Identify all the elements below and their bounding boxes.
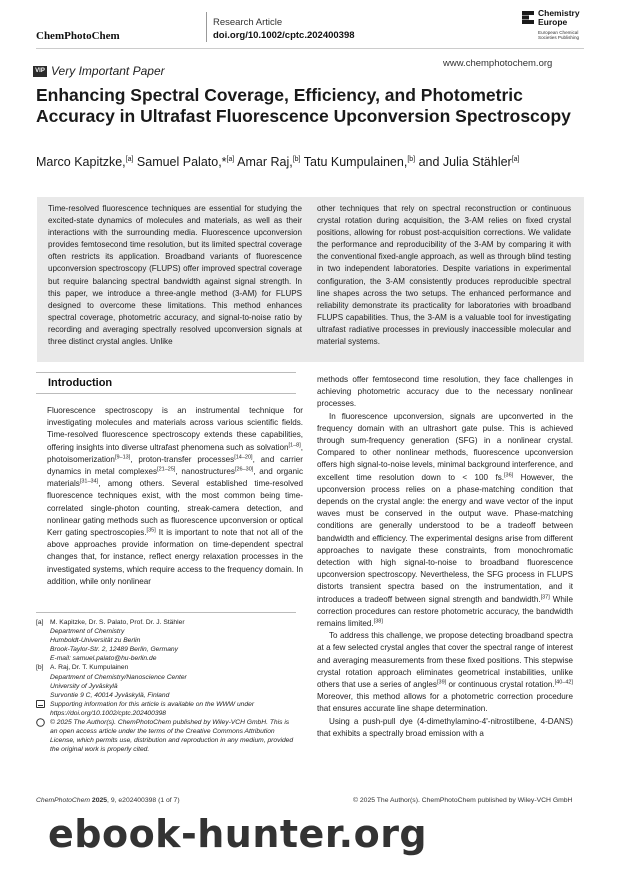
doi-link[interactable]: doi.org/10.1002/cptc.202400398	[213, 30, 355, 41]
intro-paragraph-1: Fluorescence spectroscopy is an instrumental technique for investigating molecules and materials across various scientific fields. Time-resolved fluorescence spectroscopy extends these capabilities, offering insights into diverse ultrafast phenomena such as solvation[1–8], photoisomerization[9–13], proton-transfer processes[14–20], and carrier dynamics in metal complexes[21–25], nanostructures[26–30], and organic materials[31–34], among others. Several established time-resolved fluorescence techniques exist, with the most common being time-correlated single-photon counting, streak-camera detection, and nonlinear gating methods such as fluorescence upconversion or optical Kerr gating spectroscopies.[35] It is important to note that not all of the above approaches provide information on time-dependent spectral changes that, for instance, reflect energy relaxation processes in the investigated systems, which require access to the frequency domain. In addition, while only nonlinear	[47, 406, 303, 586]
intro-column-2	[317, 374, 573, 740]
citation[interactable]: [38]	[373, 618, 383, 625]
affiliation-b: [b] A. Raj, Dr. T. Kumpulainen Department of Chemistry/Nanoscience Center University of Jyväskylä Survontie 9 C, 40014 Jyväskylä, Finland	[36, 664, 187, 699]
citation[interactable]: [21–25]	[157, 466, 176, 473]
author-affiliation: [a]	[125, 155, 134, 163]
citation[interactable]: [26–30]	[234, 466, 254, 473]
citation[interactable]: [31–34]	[79, 478, 99, 485]
author-name[interactable]: Tatu Kumpulainen,	[303, 155, 408, 169]
citation[interactable]: [36]	[504, 471, 514, 478]
page-footer-copyright: © 2025 The Author(s). ChemPhotoChem published by Wiley-VCH GmbH	[353, 797, 573, 804]
intro-paragraph-continued: methods offer femtosecond time resolution, they face challenges in achieving photometric accuracy due to the necessary nonlinear processes.	[317, 375, 573, 409]
vip-badge: VIP	[33, 66, 47, 77]
journal-name: ChemPhotoChem	[36, 30, 120, 42]
watermark: ebook-hunter.org	[48, 812, 428, 856]
header-rule	[36, 48, 584, 49]
intro-paragraph-4: Using a push-pull dye (4-dimethylamino-4'-nitrostilbene, 4-DANS) that exhibits a spectrally broad emission with a	[317, 716, 573, 738]
license-note: © 2025 The Author(s). ChemPhotoChem published by Wiley-VCH GmbH. This is an open access article under the terms of the Creative Commons Attribution License, which permits use, distribution and reproduction in any medium, provided the original work is properly cited.	[36, 718, 298, 754]
author-affiliation: [b]	[292, 155, 301, 163]
author-name[interactable]: Marco Kapitzke,	[36, 155, 126, 169]
affiliation-a: [a] M. Kapitzke, Dr. S. Palato, Prof. Dr. J. Stähler Department of Chemistry Humboldt-Universität zu Berlin Brook-Taylor-Str. 2, 12489 Berlin, Germany E-mail: samuel.palato@hu-berlin.de	[36, 618, 298, 663]
journal-website-link[interactable]: www.chemphotochem.org	[443, 58, 553, 69]
abstract-left-column: Time-resolved fluorescence techniques are essential for studying the excited-state dynamics of molecules and materials, as well as their interactions with the surrounding media. Fluorescence upconversion provides femtosecond time resolution, but its limited spectral coverage often restricts its application. Broadband variants of fluorescence upconversion spectroscopy (FLUPS) offer improved spectral coverage but require balancing spectral bandwidth against signal strength. In this paper, we introduce a three-angle method (3-AM) for FLUPS designed to overcome these limitations. This method enhances spectral coverage, photometric accuracy, and signal-to-noise ratio by recording and averaging spectrally resolved upconversion signals at three distinct crystal angles. Unlike	[48, 204, 302, 347]
intro-paragraph-2: In fluorescence upconversion, signals are upconverted in the frequency domain with an ultrashort gate pulse. This is achieved through sum-frequency generation (SFG) in a nonlinear crystal. Compared to other nonlinear methods, fluorescence upconversion offers high signal-to-noise levels, minimal background interference, and excellent time resolution down to < 100 fs.[36] However, the upconversion process relies on a phase-matching condition that depends on the crystal angle: the energy and wave vector of the input waves must be conserved in the output wave. Phase-matching conditions are generally understood to be a tradeoff between bandwidth and efficiency. The experimental designs arise from different approaches to navigate these constraints, from monochromatic detection with high signal-to-noise to broadband fluorescence upconversion spectroscopy. Nevertheless, the SFG process in FLUPS distorts transient spectra based on the instrumentation, and it introduces a tradeoff between signal strength and bandwidth.[37] While correction procedures can restore photometric accuracy, the bandwidth remains limited.[38]	[317, 411, 573, 629]
intro-column-1	[47, 405, 303, 588]
chemistry-europe-logo	[522, 9, 592, 49]
computer-icon	[36, 700, 45, 708]
author-name[interactable]: Samuel Palato,*	[136, 155, 227, 169]
citation[interactable]: [40–42]	[554, 679, 573, 686]
article-title: Enhancing Spectral Coverage, Efficiency, and Photometric Accuracy in Ultrafast Fluorescence Upconversion Spectroscopy	[36, 85, 571, 126]
corresponding-email[interactable]: E-mail: samuel.palato@hu-berlin.de	[50, 655, 157, 663]
introduction-heading: Introduction	[48, 377, 113, 389]
supporting-info-note: Supporting information for this article is available on the WWW under https://doi.org/10.1002/cptc.202400398	[36, 700, 298, 718]
citation[interactable]: [37]	[540, 593, 550, 600]
header-divider	[206, 12, 207, 42]
publisher-subtitle: European Chemical Societies Publishing	[538, 30, 580, 41]
citation[interactable]: [39]	[436, 679, 447, 686]
author-name[interactable]: Amar Raj,	[237, 155, 293, 169]
article-type: Research Article	[213, 17, 283, 28]
affiliation-label: [b]	[36, 664, 44, 672]
chemistry-europe-mark-icon	[522, 11, 534, 24]
citation[interactable]: [14–20]	[234, 454, 253, 461]
author-list	[36, 155, 596, 169]
author-affiliation: [b]	[407, 155, 416, 163]
vip-label: Very Important Paper	[51, 64, 165, 78]
affiliation-label: [a]	[36, 619, 44, 626]
introduction-heading-box	[36, 372, 296, 394]
publisher-name: Chemistry Europe	[538, 8, 580, 27]
open-access-icon	[36, 718, 45, 727]
author-name[interactable]: and Julia Stähler	[418, 155, 512, 169]
intro-paragraph-3: To address this challenge, we propose detecting broadband spectra at a few selected crystal angles that cover the spectral range of interest and averaging measurements from these fixed positions. This stepwise crystal rotation approach eliminates geometrical instabilities, unlike others that use a series of angles[39] or continuous crystal rotation.[40–42] Moreover, this method allows for a photometric correction procedure that ensures accurate line shape determination.	[317, 631, 573, 714]
citation[interactable]: [1–8]	[288, 441, 301, 448]
author-affiliation: [a]	[511, 155, 520, 163]
author-affiliation: [a]	[226, 155, 235, 163]
abstract-box	[37, 197, 584, 362]
footnotes	[36, 618, 298, 754]
citation[interactable]: [9–13]	[114, 454, 131, 461]
abstract-right-column: other techniques that rely on spectral reconstruction or continuous crystal rotation during acquisition, the 3-AM relies on fixed crystal positions, allowing for robust post-acquisition corrections. We validate the performance and reproducibility of the 3-AM by comparing it with the conventional fixed-angle approach, as well as through blind testing in two independent laboratories. Despite variations in experimental configuration, the 3-AM consistently produces reproducible spectral line shapes across the two setups. The enhanced performance and reliability demonstrate its practicality for laboratories with broadband FLUPS capabilities. Thus, the 3-AM is a valuable tool for investigating ultrafast radiative processes in previously inaccessible molecular and material systems.	[317, 204, 571, 347]
page-footer-citation: ChemPhotoChem 2025, 9, e202400398 (1 of 7)	[36, 797, 180, 804]
footnote-rule	[36, 612, 296, 613]
citation[interactable]: [35]	[146, 527, 156, 534]
